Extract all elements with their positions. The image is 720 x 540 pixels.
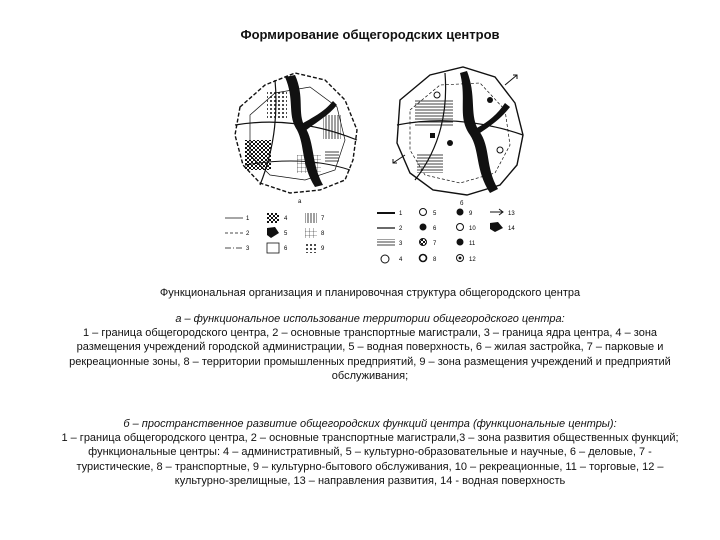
svg-text:6: 6	[284, 246, 288, 252]
map-b-direction-arrow-1	[505, 75, 517, 85]
svg-text:4: 4	[399, 257, 403, 263]
figure-subtitle: Функциональная организация и планировочная структура общегородского центра	[159, 287, 581, 299]
svg-text:11: 11	[469, 241, 476, 247]
svg-text:3: 3	[399, 241, 403, 247]
svg-text:9: 9	[469, 211, 473, 217]
functional-maps-figure	[205, 55, 545, 280]
svg-text:7: 7	[433, 241, 437, 247]
svg-text:1: 1	[399, 211, 403, 217]
svg-text:14: 14	[508, 226, 515, 232]
map-b-center-marker	[434, 92, 440, 98]
caption-b-text: 1 – граница общегородского центра, 2 – основные транспортные магистрали,3 – зона развития общественных функций; функциональные центры: 4 – административный, 5 – культурно-образовательные и научные, 6 – деловые, 7 - туристические, 8 – транспортные, 9 – культурно-бытового обслуживания, 10 – рекреационные, 11 – торговые, 12 – культурно-зрелищные, 13 – направления развития, 14 - водная поверхность	[61, 432, 679, 487]
map-b-boundary	[397, 67, 523, 195]
map-b-center-marker	[447, 140, 453, 146]
map-b-center-marker	[430, 133, 435, 138]
svg-text:2: 2	[246, 231, 250, 237]
svg-text:1: 1	[246, 216, 250, 222]
svg-text:5: 5	[433, 211, 437, 217]
caption-a-text: 1 – граница общегородского центра, 2 – основные транспортные магистрали, 3 – граница ядра центра, 4 – зона размещения учреждений городской администрации, 5 – водная поверхность, 6 – жилая застройка, 7 – парковые и рекреационные зоны, 8 – территории промышленных предприятий, 9 – зона размещения учреждений и предприятий обслуживания;	[69, 327, 671, 382]
svg-text:4: 4	[284, 216, 288, 222]
page-title: Формирование общегородских центров	[240, 27, 500, 42]
map-a-admin-zone	[325, 150, 339, 162]
caption-b	[55, 417, 685, 488]
map-b	[393, 67, 523, 195]
svg-text:2: 2	[399, 226, 403, 232]
map-a-service-zone	[267, 90, 287, 118]
caption-b-heading: б – пространственное развитие общегородских функций центра (функциональные центры):	[123, 418, 617, 430]
svg-text:9: 9	[321, 246, 325, 252]
map-a-park-zone	[323, 115, 341, 139]
map-b-center-marker	[497, 147, 503, 153]
svg-text:12: 12	[469, 257, 476, 263]
svg-text:8: 8	[321, 231, 325, 237]
panel-a-label: а	[298, 199, 302, 205]
svg-text:7: 7	[321, 216, 325, 222]
map-b-water-branch	[473, 103, 510, 135]
map-a	[235, 73, 357, 193]
svg-text:5: 5	[284, 231, 288, 237]
legend-b	[377, 209, 515, 264]
panel-b-label: б	[460, 201, 464, 207]
map-b-center-marker	[487, 97, 493, 103]
svg-text:13: 13	[508, 211, 515, 217]
svg-text:6: 6	[433, 226, 437, 232]
caption-a	[55, 312, 685, 383]
caption-a-heading: а – функциональное использование территории общегородского центра:	[175, 313, 565, 325]
legend-a	[225, 213, 325, 253]
svg-text:8: 8	[433, 257, 437, 263]
svg-text:10: 10	[469, 226, 476, 232]
svg-text:3: 3	[246, 246, 250, 252]
